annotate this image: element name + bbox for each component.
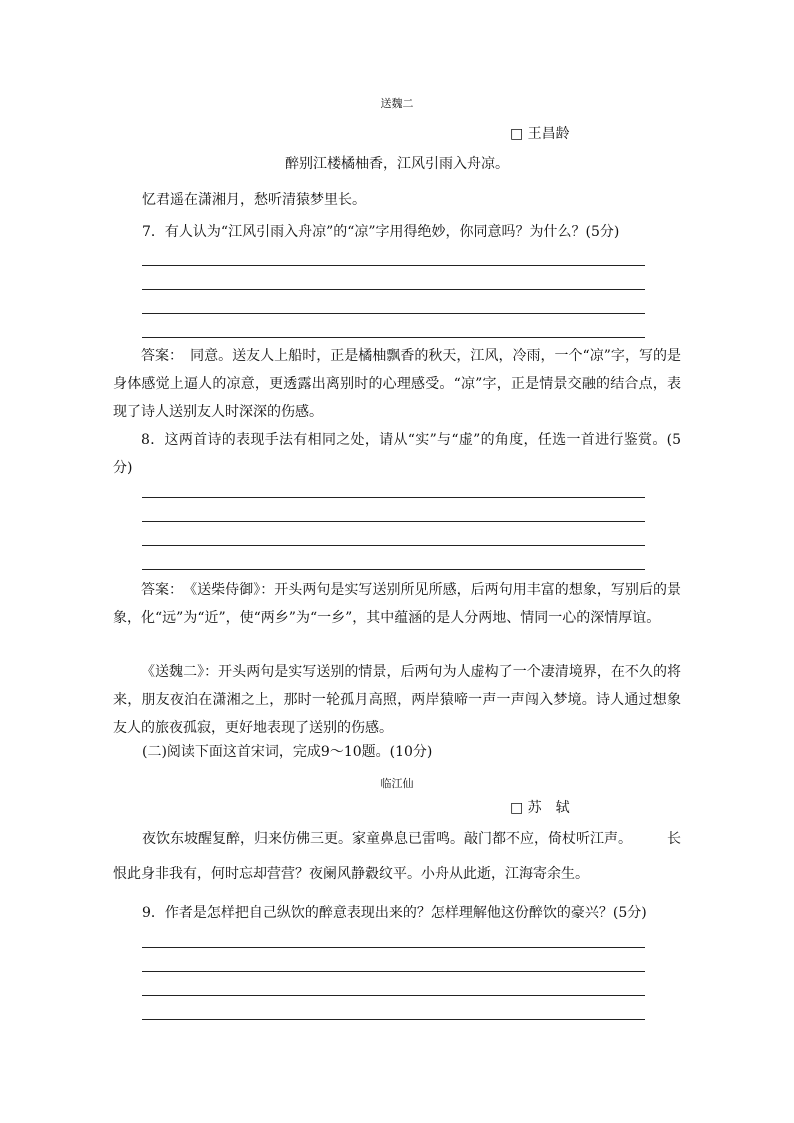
answer-line[interactable]	[142, 545, 645, 546]
answer-line[interactable]	[142, 497, 645, 498]
answer-line[interactable]	[142, 265, 645, 266]
answer-line[interactable]	[142, 337, 645, 338]
section-2-heading: (二)阅读下面这首宋词，完成9～10题。(10分)	[142, 744, 433, 760]
poem1-line1: 醉别江楼橘柚香，江风引雨入舟凉。	[285, 156, 509, 172]
question-8: 8．这两首诗的表现手法有相同之处，请从“实”与“虚”的角度，任选一首进行鉴赏。(5分)	[113, 432, 681, 476]
poem1-title: 送魏二	[380, 97, 414, 110]
question-9: 9．作者是怎样把自己纵饮的醉意表现出来的？怎样理解他这份醉饮的豪兴？(5分)	[142, 905, 647, 921]
answer-line[interactable]	[142, 569, 645, 570]
poem2-line1: 夜饮东坡醒复醉，归来仿佛三更。家童鼻息已雷鸣。敲门都不应，倚杖听江声。	[142, 831, 632, 847]
poem2-author: □ 苏 轼	[510, 800, 570, 816]
poem1-line2: 忆君遥在潇湘月，愁听清猿梦里长。	[142, 192, 366, 208]
poem2-title: 临江仙	[380, 777, 414, 790]
answer-line[interactable]	[142, 289, 645, 290]
answer-7: 答案： 同意。送友人上船时，正是橘柚飘香的秋天，江风，冷雨，一个“凉”字，写的是身体感觉上逼人的凉意，更透露出离别时的心理感受。“凉”字，正是情景交融的结合点，表现了诗人送别友人时深深的伤感。	[113, 348, 681, 420]
answer-line[interactable]	[142, 995, 645, 996]
answer-line[interactable]	[142, 947, 645, 948]
answer-line[interactable]	[142, 971, 645, 972]
poem1-author: □ 王昌龄	[510, 126, 570, 142]
poem2-line2: 恨此身非我有，何时忘却营营？夜阑风静縠纹平。小舟从此逝，江海寄余生。	[113, 866, 589, 882]
answer-8-part1: 答案： 《送柴侍御》：开头两句是实写送别所见所感，后两句用丰富的想象，写别后的景象，化“远”为“近”，使“两乡”为“一乡”，其中蕴涵的是人分两地、情同一心的深情厚谊。	[113, 582, 681, 626]
answer-line[interactable]	[142, 521, 645, 522]
answer-8-part2: 《送魏二》：开头两句是实写送别的情景，后两句为人虚构了一个凄清境界，在不久的将来，朋友夜泊在潇湘之上，那时一轮孤月高照，两岸猿啼一声一声闯入梦境。诗人通过想象友人的旅夜孤寂，更好地表现了送别的伤感。	[113, 664, 681, 736]
answer-line[interactable]	[142, 313, 645, 314]
poem2-line1-tail: 长	[667, 831, 681, 847]
question-7: 7．有人认为“江风引雨入舟凉”的“凉”字用得绝妙，你同意吗？为什么？(5分)	[142, 224, 620, 240]
answer-line[interactable]	[142, 1019, 645, 1020]
